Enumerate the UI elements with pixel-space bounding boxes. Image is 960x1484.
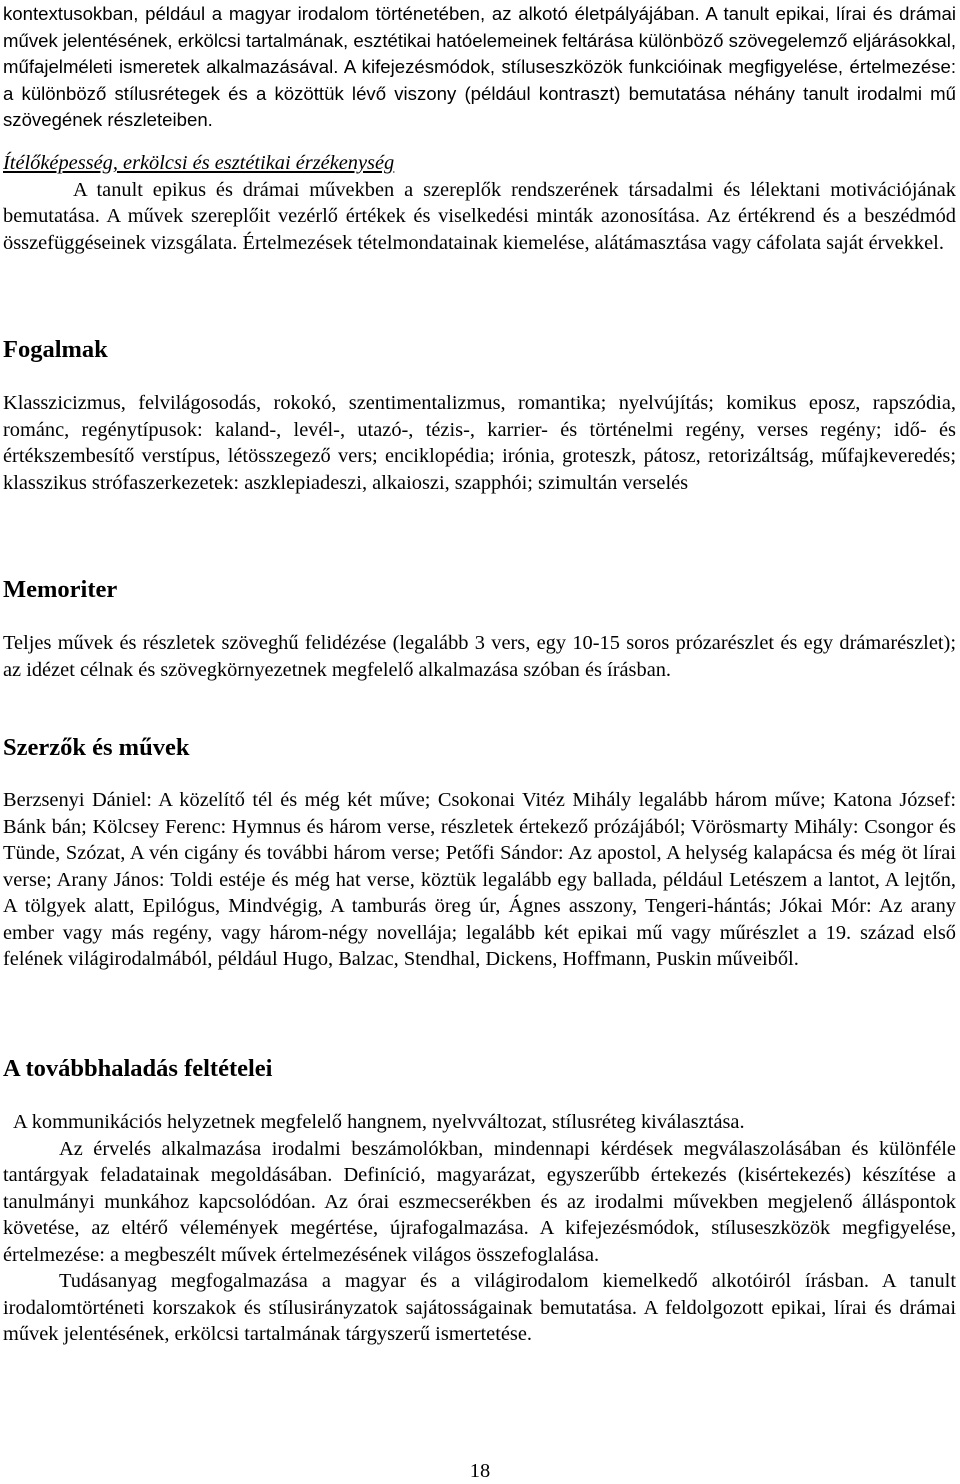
memoriter-heading: Memoriter (3, 576, 118, 603)
page-number: 18 (469, 1460, 491, 1482)
progression-paragraph-1: A kommunikációs helyzetnek megfelelő hangnem, nyelvváltozat, stílusréteg kiválasztása. (13, 1111, 745, 1133)
judgement-block (3, 150, 956, 256)
authors-heading: Szerzők és művek (3, 734, 190, 761)
judgement-subheading-text: Ítélőképesség, erkölcsi és esztétikai érzékenység (3, 152, 395, 174)
intro-paragraph: kontextusokban, például a magyar irodalom történetében, az alkotó életpályájában. A tanult epikai, lírai és drámai művek jelentésének, erkölcsi tartalmának, esztétikai hatóelemeinek feltárása különböző szövegelemző eljárásokkal, műfajelméleti ismeretek alkalmazásával. A kifejezésmódok, stíluseszközök funkcióinak megfigyelése, értelmezése: a különböző stílusrétegek és a közöttük lévő viszony (például kontraszt) bemutatása néhány tanult irodalmi mű szövegének részleteiben. (3, 3, 956, 130)
authors-block (3, 787, 956, 973)
progression-heading: A továbbhaladás feltételei (3, 1055, 273, 1082)
concepts-paragraph: Klasszicizmus, felvilágosodás, rokokó, szentimentalizmus, romantika; nyelvújítás; komikus eposz, rapszódia, románc, regénytípusok: kaland-, levél-, utazó-, tézis-, karrier- és történelmi regény, verses regény; idő- és értékszembesítő verstípus, létösszegező vers; enciklopédia; irónia, groteszk, pátosz, retorizáltság, műfajkeveredés; klasszikus strófaszerkezetek: aszklepiadeszi, alkaioszi, szapphói; szimultán verselés (3, 392, 956, 494)
intro-block (3, 1, 956, 134)
judgement-paragraph: A tanult epikus és drámai művekben a szereplők rendszerének társadalmi és lélektani motivációjának bemutatása. A művek szereplőit vezérlő értékek és viselkedési minták azonosítása. Az értékrend és a beszédmód összefüggéseinek vizsgálata. Értelmezések tételmondatainak kiemelése, alátámasztása vagy cáfolata saját érvekkel. (3, 178, 956, 254)
memoriter-block (3, 630, 956, 683)
concepts-block (3, 390, 956, 496)
judgement-subheading (3, 150, 956, 177)
concepts-heading: Fogalmak (3, 336, 108, 363)
progression-paragraph-3: Tudásanyag megfogalmazása a magyar és a világirodalom kiemelkedő alkotóiról írásban. A tanult irodalomtörténeti korszakok és stílusirányzatok sajátosságainak bemutatása. A feldolgozott epikai, lírai és drámai művek jelentésének, erkölcsi tartalmának tárgyszerű ismertetése. (3, 1270, 956, 1345)
progression-block (3, 1109, 956, 1348)
authors-paragraph: Berzsenyi Dániel: A közelítő tél és még két műve; Csokonai Vitéz Mihály legalább három műve; Katona József: Bánk bán; Kölcsey Ferenc: Hymnus és három verse, részletek értekező prózájából; Vörösmarty Mihály: Csongor és Tünde, Szózat, A vén cigány és további három verse; Petőfi Sándor: Az apostol, A helység kalapácsa és még öt lírai verse; Arany János: Toldi estéje és még hat verse, köztük legalább egy ballada, például Letészem a lantot, A lejtőn, A tölgyek alatt, Epilógus, Mindvégig, A tamburás öreg úr, Ágnes asszony, Tengeri-hántás; Jókai Mór: Az arany ember vagy más regény, vagy három-négy novellája; legalább két epikai mű vagy műrészlet a 19. század első felének világirodalmából, például Hugo, Balzac, Stendhal, Dickens, Hoffmann, Puskin műveiből. (3, 789, 956, 970)
progression-paragraph-2: Az érvelés alkalmazása irodalmi beszámolókban, mindennapi kérdések megválaszolásában és különféle tantárgyak feladatainak megoldásában. Definíció, magyarázat, egyszerűbb értekezés (kisértekezés) készítése a tanulmányi munkához kapcsolódóan. Az órai eszmecserékben és az irodalmi művekben megjelenő álláspontok követése, az eltérő vélemények megértése, újrafogalmazása. A kifejezésmódok, stíluseszközök megfigyelése, értelmezése: a megbeszélt művek értelmezésének világos összefoglalása. (3, 1137, 956, 1266)
memoriter-paragraph: Teljes művek és részletek szöveghű felidézése (legalább 3 vers, egy 10-15 soros prózarészlet és egy drámarészlet); az idézet célnak és szövegkörnyezetnek megfelelő alkalmazása szóban és írásban. (3, 632, 956, 681)
